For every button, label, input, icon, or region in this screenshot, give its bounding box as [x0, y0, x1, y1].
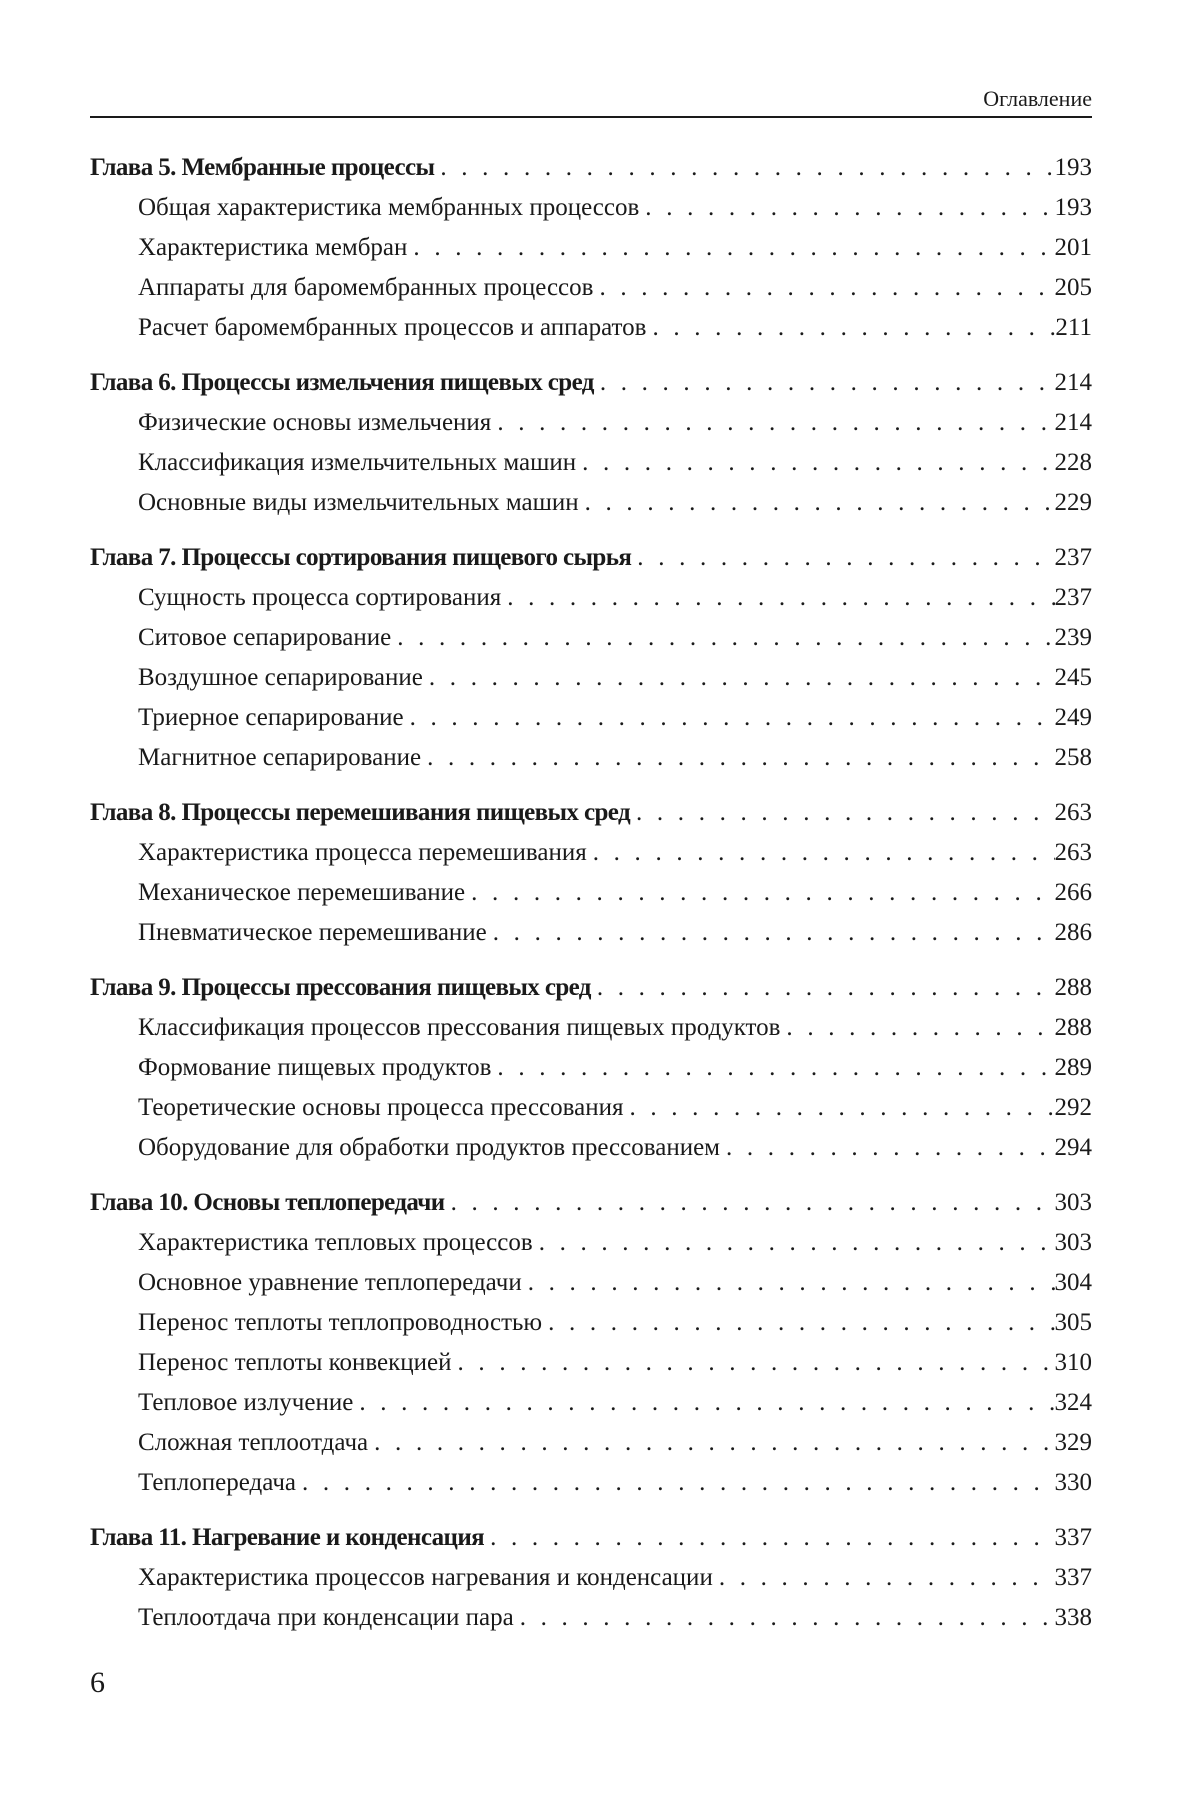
section-entry-page: 266 [1055, 873, 1093, 913]
chapter-entry[interactable] [90, 363, 1092, 403]
section-entry[interactable] [90, 188, 1092, 228]
section-entry-title: Воздушное сепарирование [138, 658, 423, 698]
section-entry[interactable] [90, 1128, 1092, 1168]
section-entry-title: Характеристика мембран [138, 228, 407, 268]
chapter-entry[interactable] [90, 793, 1092, 833]
section-entry[interactable] [90, 1008, 1092, 1048]
header-rule [90, 116, 1092, 118]
chapter-entry-title: Глава 8. Процессы перемешивания пищевых сред [90, 793, 630, 833]
section-entry[interactable] [90, 483, 1092, 523]
section-entry-title: Классификация процессов прессования пищевых продуктов [138, 1008, 780, 1048]
section-entry[interactable] [90, 618, 1092, 658]
chapter-entry-page: 237 [1055, 538, 1093, 578]
section-entry-title: Теплопередача [138, 1463, 296, 1503]
section-entry-page: 303 [1055, 1223, 1093, 1263]
section-entry-title: Ситовое сепарирование [138, 618, 391, 658]
page-number: 6 [90, 1666, 105, 1700]
section-entry-title: Триерное сепарирование [138, 698, 404, 738]
dot-leader [594, 363, 1055, 403]
section-entry[interactable] [90, 1088, 1092, 1128]
table-of-contents [90, 148, 1092, 1653]
running-header: Оглавление [983, 86, 1092, 112]
section-entry-page: 324 [1055, 1383, 1093, 1423]
section-entry[interactable] [90, 1343, 1092, 1383]
section-entry[interactable] [90, 873, 1092, 913]
section-entry-page: 286 [1055, 913, 1093, 953]
section-entry[interactable] [90, 698, 1092, 738]
section-entry-page: 201 [1055, 228, 1093, 268]
section-entry-title: Перенос теплоты конвекцией [138, 1343, 452, 1383]
section-entry-title: Основное уравнение теплопередачи [138, 1263, 522, 1303]
chapter-entry[interactable] [90, 148, 1092, 188]
chapter-block [90, 363, 1092, 523]
section-entry[interactable] [90, 1048, 1092, 1088]
dot-leader [533, 1223, 1055, 1263]
chapter-entry-title: Глава 6. Процессы измельчения пищевых сред [90, 363, 594, 403]
chapter-entry-page: 263 [1055, 793, 1093, 833]
section-entry-title: Сложная теплоотдача [138, 1423, 368, 1463]
chapter-entry-title: Глава 5. Мембранные процессы [90, 148, 434, 188]
section-entry-title: Характеристика процесса перемешивания [138, 833, 587, 873]
section-entry-title: Тепловое излучение [138, 1383, 353, 1423]
dot-leader [576, 443, 1054, 483]
chapter-block [90, 793, 1092, 953]
section-entry-page: 292 [1055, 1088, 1093, 1128]
dot-leader [501, 578, 1054, 618]
section-entry[interactable] [90, 268, 1092, 308]
section-entry[interactable] [90, 738, 1092, 778]
section-entry-page: 193 [1055, 188, 1093, 228]
section-entry-page: 258 [1055, 738, 1093, 778]
dot-leader [579, 483, 1055, 523]
dot-leader [587, 833, 1055, 873]
section-entry-page: 330 [1055, 1463, 1093, 1503]
section-entry[interactable] [90, 228, 1092, 268]
section-entry-title: Перенос теплоты теплопроводностью [138, 1303, 542, 1343]
section-entry-title: Магнитное сепарирование [138, 738, 421, 778]
chapter-block [90, 1183, 1092, 1503]
dot-leader [434, 148, 1054, 188]
dot-leader [353, 1383, 1054, 1423]
section-entry-page: 337 [1055, 1558, 1093, 1598]
chapter-entry[interactable] [90, 1518, 1092, 1558]
section-entry-page: 229 [1055, 483, 1093, 523]
section-entry[interactable] [90, 1558, 1092, 1598]
section-entry-page: 288 [1055, 1008, 1093, 1048]
chapter-block [90, 148, 1092, 348]
chapter-entry[interactable] [90, 538, 1092, 578]
dot-leader [484, 1518, 1054, 1558]
chapter-entry-title: Глава 7. Процессы сортирования пищевого сырья [90, 538, 631, 578]
dot-leader [631, 538, 1054, 578]
section-entry-title: Расчет баромембранных процессов и аппаратов [138, 308, 646, 348]
section-entry[interactable] [90, 1423, 1092, 1463]
dot-leader [404, 698, 1055, 738]
section-entry-page: 329 [1055, 1423, 1093, 1463]
chapter-block [90, 968, 1092, 1168]
dot-leader [423, 658, 1055, 698]
chapter-entry-page: 337 [1055, 1518, 1093, 1558]
section-entry[interactable] [90, 443, 1092, 483]
dot-leader [491, 1048, 1054, 1088]
section-entry-title: Механическое перемешивание [138, 873, 465, 913]
section-entry-title: Физические основы измельчения [138, 403, 491, 443]
section-entry-page: 228 [1055, 443, 1093, 483]
section-entry-page: 289 [1055, 1048, 1093, 1088]
section-entry-title: Теплоотдача при конденсации пара [138, 1598, 514, 1638]
section-entry-page: 249 [1055, 698, 1093, 738]
dot-leader [391, 618, 1054, 658]
section-entry-title: Аппараты для баромембранных процессов [138, 268, 593, 308]
chapter-entry-page: 214 [1055, 363, 1093, 403]
section-entry-page: 305 [1055, 1303, 1093, 1343]
section-entry-page: 338 [1055, 1598, 1093, 1638]
section-entry-title: Классификация измельчительных машин [138, 443, 576, 483]
dot-leader [593, 268, 1054, 308]
section-entry-title: Характеристика процессов нагревания и конденсации [138, 1558, 713, 1598]
section-entry-title: Основные виды измельчительных машин [138, 483, 579, 523]
dot-leader [623, 1088, 1054, 1128]
section-entry[interactable] [90, 308, 1092, 348]
section-entry[interactable] [90, 1383, 1092, 1423]
dot-leader [296, 1463, 1055, 1503]
section-entry[interactable] [90, 1598, 1092, 1638]
chapter-entry[interactable] [90, 968, 1092, 1008]
chapter-block [90, 538, 1092, 778]
section-entry-title: Формование пищевых продуктов [138, 1048, 491, 1088]
section-entry[interactable] [90, 833, 1092, 873]
dot-leader [542, 1303, 1054, 1343]
dot-leader [445, 1183, 1055, 1223]
section-entry-page: 294 [1055, 1128, 1093, 1168]
dot-leader [514, 1598, 1055, 1638]
dot-leader [713, 1558, 1055, 1598]
chapter-entry-title: Глава 10. Основы теплопередачи [90, 1183, 445, 1223]
chapter-entry-title: Глава 9. Процессы прессования пищевых сред [90, 968, 591, 1008]
chapter-entry[interactable] [90, 1183, 1092, 1223]
section-entry-page: 214 [1055, 403, 1093, 443]
dot-leader [522, 1263, 1055, 1303]
section-entry-page: 310 [1055, 1343, 1093, 1383]
dot-leader [465, 873, 1054, 913]
dot-leader [491, 403, 1054, 443]
dot-leader [646, 308, 1055, 348]
chapter-entry-page: 288 [1055, 968, 1093, 1008]
section-entry-page: 239 [1055, 618, 1093, 658]
section-entry-title: Пневматическое перемешивание [138, 913, 487, 953]
dot-leader [487, 913, 1055, 953]
section-entry-page: 211 [1055, 308, 1092, 348]
section-entry-page: 205 [1055, 268, 1093, 308]
dot-leader [780, 1008, 1054, 1048]
dot-leader [452, 1343, 1055, 1383]
dot-leader [421, 738, 1054, 778]
section-entry[interactable] [90, 403, 1092, 443]
chapter-entry-page: 193 [1055, 148, 1093, 188]
section-entry[interactable] [90, 1223, 1092, 1263]
section-entry-title: Оборудование для обработки продуктов прессованием [138, 1128, 720, 1168]
section-entry[interactable] [90, 1263, 1092, 1303]
section-entry-page: 263 [1055, 833, 1093, 873]
dot-leader [368, 1423, 1054, 1463]
chapter-block [90, 1518, 1092, 1638]
section-entry-title: Общая характеристика мембранных процессов [138, 188, 639, 228]
section-entry[interactable] [90, 913, 1092, 953]
section-entry-title: Характеристика тепловых процессов [138, 1223, 533, 1263]
dot-leader [639, 188, 1054, 228]
dot-leader [591, 968, 1055, 1008]
dot-leader [720, 1128, 1055, 1168]
dot-leader [630, 793, 1055, 833]
section-entry-page: 304 [1055, 1263, 1093, 1303]
section-entry-page: 237 [1055, 578, 1093, 618]
chapter-entry-page: 303 [1055, 1183, 1093, 1223]
section-entry[interactable] [90, 1463, 1092, 1503]
dot-leader [407, 228, 1054, 268]
chapter-entry-title: Глава 11. Нагревание и конденсация [90, 1518, 484, 1558]
section-entry[interactable] [90, 578, 1092, 618]
section-entry[interactable] [90, 1303, 1092, 1343]
section-entry-page: 245 [1055, 658, 1093, 698]
section-entry-title: Сущность процесса сортирования [138, 578, 501, 618]
section-entry[interactable] [90, 658, 1092, 698]
section-entry-title: Теоретические основы процесса прессования [138, 1088, 623, 1128]
